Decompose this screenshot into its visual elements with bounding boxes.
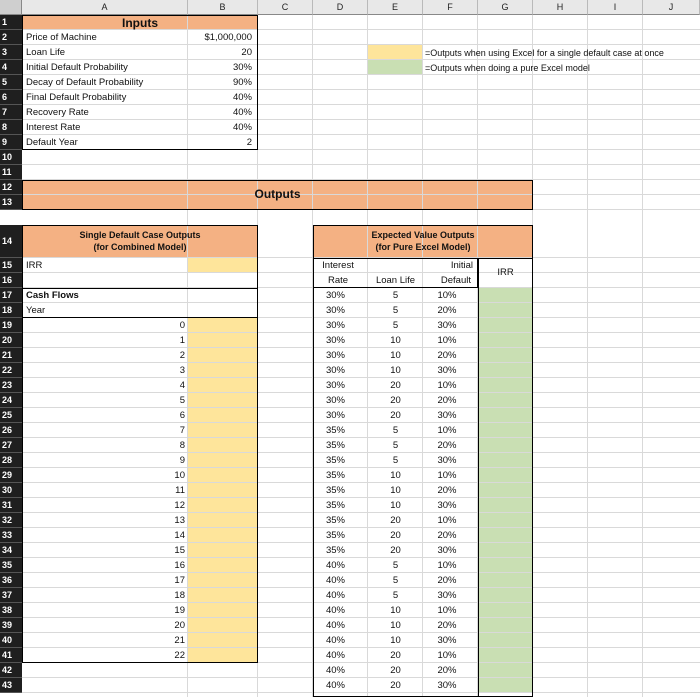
row-header-28[interactable]: 28 — [0, 453, 22, 468]
row-header-30[interactable]: 30 — [0, 483, 22, 498]
column-header-g[interactable]: G — [478, 0, 533, 15]
table-initial-default: 30% — [437, 319, 457, 331]
table-initial-default: 20% — [437, 574, 457, 586]
grid-vline — [642, 15, 643, 697]
table-initial-default: 20% — [437, 349, 457, 361]
row-header-7[interactable]: 7 — [0, 105, 22, 120]
column-header-a[interactable]: A — [22, 0, 188, 15]
table-interest-rate: 35% — [325, 544, 345, 556]
legend-yellow-text: =Outputs when using Excel for a single default case at once — [425, 47, 664, 58]
column-header-b[interactable]: B — [188, 0, 258, 15]
input-value[interactable]: 40% — [232, 121, 252, 133]
table-loan-life: 10 — [390, 619, 401, 631]
row-header-17[interactable]: 17 — [0, 288, 22, 303]
col-header-irr: IRR — [497, 267, 514, 278]
table-loan-life: 10 — [390, 634, 401, 646]
year-cell: 18 — [174, 589, 185, 601]
table-initial-default: 10% — [437, 334, 457, 346]
column-header-e[interactable]: E — [368, 0, 423, 15]
table-loan-life: 20 — [390, 649, 401, 661]
table-interest-rate: 40% — [325, 559, 345, 571]
input-value[interactable]: 2 — [246, 136, 252, 148]
table-loan-life: 20 — [390, 544, 401, 556]
year-cell: 3 — [179, 364, 185, 376]
row-header-6[interactable]: 6 — [0, 90, 22, 105]
table-loan-life: 20 — [390, 514, 401, 526]
table-interest-rate: 35% — [325, 499, 345, 511]
table-loan-life: 20 — [390, 394, 401, 406]
year-cell: 12 — [174, 499, 185, 511]
table-initial-default: 30% — [437, 589, 457, 601]
grid-vline — [257, 15, 258, 697]
year-cell: 22 — [174, 649, 185, 661]
table-loan-life: 5 — [392, 319, 399, 331]
row-header-33[interactable]: 33 — [0, 528, 22, 543]
legend-green-swatch — [368, 60, 423, 75]
input-label: Final Default Probability — [26, 91, 127, 103]
year-cell: 9 — [179, 454, 185, 466]
row-header-14[interactable]: 14 — [0, 225, 22, 258]
year-cell: 17 — [174, 574, 185, 586]
year-cell: 13 — [174, 514, 185, 526]
row-header-18[interactable]: 18 — [0, 303, 22, 318]
table-loan-life: 10 — [390, 484, 401, 496]
row-header-9[interactable]: 9 — [0, 135, 22, 150]
table-initial-default: 10% — [437, 289, 457, 301]
year-cell: 1 — [179, 334, 185, 346]
row-header-3[interactable]: 3 — [0, 45, 22, 60]
year-cell: 4 — [179, 379, 185, 391]
table-initial-default: 30% — [437, 544, 457, 556]
table-interest-rate: 35% — [325, 529, 345, 541]
col-header-initial-default-1: Initial — [450, 259, 473, 271]
table-interest-rate: 40% — [325, 649, 345, 661]
year-cell: 6 — [179, 409, 185, 421]
year-label: Year — [26, 304, 46, 316]
grid-hline — [22, 677, 700, 678]
grid-hline — [22, 692, 700, 693]
input-label: Loan Life — [26, 46, 66, 58]
year-cell: 21 — [174, 634, 185, 646]
row-header-15[interactable]: 15 — [0, 258, 22, 273]
table-interest-rate: 30% — [325, 394, 345, 406]
table-interest-rate: 35% — [325, 514, 345, 526]
table-initial-default: 20% — [437, 304, 457, 316]
grid-hline — [22, 179, 700, 180]
year-cell: 14 — [174, 529, 185, 541]
table-loan-life: 20 — [390, 529, 401, 541]
column-header-h[interactable]: H — [533, 0, 588, 15]
grid-vline — [477, 15, 478, 697]
table-interest-rate: 30% — [325, 319, 345, 331]
table-loan-life: 5 — [392, 574, 399, 586]
row-header-31[interactable]: 31 — [0, 498, 22, 513]
row-header-38[interactable]: 38 — [0, 603, 22, 618]
row-header-34[interactable]: 34 — [0, 543, 22, 558]
row-header-42[interactable]: 42 — [0, 663, 22, 678]
column-header-j[interactable]: J — [643, 0, 700, 15]
table-initial-default: 30% — [437, 679, 457, 691]
table-interest-rate: 30% — [325, 409, 345, 421]
cash-flows-label: Cash Flows — [26, 289, 79, 301]
grid-vline — [587, 15, 588, 697]
column-header-i[interactable]: I — [588, 0, 643, 15]
row-header-35[interactable]: 35 — [0, 558, 22, 573]
table-interest-rate: 35% — [325, 469, 345, 481]
input-value[interactable]: $1,000,000 — [204, 31, 252, 43]
grid-vline — [532, 15, 533, 697]
input-label: Price of Machine — [26, 31, 97, 43]
input-label: Initial Default Probability — [26, 61, 128, 73]
table-initial-default: 10% — [437, 469, 457, 481]
row-header-36[interactable]: 36 — [0, 573, 22, 588]
table-interest-rate: 40% — [325, 664, 345, 676]
table-loan-life: 10 — [390, 349, 401, 361]
table-initial-default: 10% — [437, 514, 457, 526]
cash-flow-output-cells[interactable] — [188, 318, 258, 663]
table-interest-rate: 40% — [325, 589, 345, 601]
row-header-11[interactable]: 11 — [0, 165, 22, 180]
table-initial-default: 30% — [437, 454, 457, 466]
table-loan-life: 10 — [390, 364, 401, 376]
year-cell: 11 — [175, 484, 185, 496]
row-header-37[interactable]: 37 — [0, 588, 22, 603]
input-label: Recovery Rate — [26, 106, 89, 118]
table-loan-life: 5 — [392, 454, 399, 466]
table-interest-rate: 35% — [325, 454, 345, 466]
table-interest-rate: 30% — [325, 364, 345, 376]
col-header-initial-default-2: Default — [440, 274, 471, 286]
table-interest-rate: 40% — [325, 679, 345, 691]
table-initial-default: 10% — [437, 379, 457, 391]
table-loan-life: 10 — [390, 604, 401, 616]
row-header-39[interactable]: 39 — [0, 618, 22, 633]
table-interest-rate: 30% — [325, 334, 345, 346]
expected-value-header-line1: Expected Value Outputs — [371, 230, 475, 240]
input-value[interactable]: 90% — [232, 76, 252, 88]
row-header-21[interactable]: 21 — [0, 348, 22, 363]
irr-output-cell[interactable] — [188, 258, 258, 273]
year-cell: 0 — [179, 319, 185, 331]
row-header-22[interactable]: 22 — [0, 363, 22, 378]
row-header-12[interactable]: 12 — [0, 180, 22, 195]
single-default-header-line2: (for Combined Model) — [93, 242, 187, 252]
row-header-25[interactable]: 25 — [0, 408, 22, 423]
table-loan-life: 5 — [392, 289, 399, 301]
row-header-23[interactable]: 23 — [0, 378, 22, 393]
row-header-40[interactable]: 40 — [0, 633, 22, 648]
year-cell: 7 — [179, 424, 185, 436]
table-loan-life: 5 — [392, 439, 399, 451]
input-label: Interest Rate — [26, 121, 81, 133]
input-value[interactable]: 40% — [232, 91, 252, 103]
year-cell: 15 — [174, 544, 185, 556]
inputs-title: Inputs — [122, 15, 158, 30]
table-initial-default: 10% — [437, 604, 457, 616]
input-value[interactable]: 30% — [232, 61, 252, 73]
year-cell: 19 — [174, 604, 185, 616]
year-cell: 16 — [174, 559, 185, 571]
row-header-1[interactable]: 1 — [0, 15, 22, 30]
year-cell: 5 — [179, 394, 185, 406]
col-header-interest-rate-2: Rate — [327, 274, 349, 286]
row-header-24[interactable]: 24 — [0, 393, 22, 408]
table-interest-rate: 40% — [325, 619, 345, 631]
table-initial-default: 10% — [437, 649, 457, 661]
outputs-title: Outputs — [254, 187, 301, 201]
row-header-4[interactable]: 4 — [0, 60, 22, 75]
table-loan-life: 20 — [390, 664, 401, 676]
expected-value-header-line2: (for Pure Excel Model) — [375, 242, 471, 252]
grid-hline — [22, 209, 700, 210]
table-initial-default: 30% — [437, 364, 457, 376]
table-loan-life: 10 — [390, 469, 401, 481]
column-header-f[interactable]: F — [423, 0, 478, 15]
row-header-32[interactable]: 32 — [0, 513, 22, 528]
table-loan-life: 20 — [390, 679, 401, 691]
row-header-43[interactable]: 43 — [0, 678, 22, 693]
table-loan-life: 5 — [392, 304, 399, 316]
row-header-13[interactable]: 13 — [0, 195, 22, 210]
row-header-16[interactable]: 16 — [0, 273, 22, 288]
row-header-41[interactable]: 41 — [0, 648, 22, 663]
legend-green-text: =Outputs when doing a pure Excel model — [425, 62, 590, 73]
input-value[interactable]: 20 — [241, 46, 252, 58]
table-initial-default: 20% — [437, 394, 457, 406]
table-initial-default: 30% — [437, 499, 457, 511]
table-loan-life: 20 — [390, 409, 401, 421]
column-header-c[interactable]: C — [258, 0, 313, 15]
table-interest-rate: 35% — [325, 439, 345, 451]
year-cell: 10 — [174, 469, 185, 481]
single-default-header-line1: Single Default Case Outputs — [79, 230, 201, 240]
table-initial-default: 20% — [437, 619, 457, 631]
table-interest-rate: 30% — [325, 304, 345, 316]
row-header-10[interactable]: 10 — [0, 150, 22, 165]
table-interest-rate: 40% — [325, 634, 345, 646]
table-initial-default: 10% — [437, 559, 457, 571]
table-interest-rate: 35% — [325, 484, 345, 496]
column-header-d[interactable]: D — [313, 0, 368, 15]
grid-hline — [22, 164, 700, 165]
table-loan-life: 5 — [392, 589, 399, 601]
legend-yellow-swatch — [368, 45, 423, 60]
table-loan-life: 5 — [392, 424, 399, 436]
input-label: Decay of Default Probability — [26, 76, 144, 88]
table-initial-default: 30% — [437, 409, 457, 421]
table-loan-life: 5 — [392, 559, 399, 571]
table-loan-life: 20 — [390, 379, 401, 391]
table-loan-life: 10 — [390, 499, 401, 511]
row-header-5[interactable]: 5 — [0, 75, 22, 90]
table-initial-default: 30% — [437, 634, 457, 646]
input-value[interactable]: 40% — [232, 106, 252, 118]
col-header-loan-life: Loan Life — [375, 274, 416, 286]
row-header-2[interactable]: 2 — [0, 30, 22, 45]
row-header-20[interactable]: 20 — [0, 333, 22, 348]
table-interest-rate: 35% — [325, 424, 345, 436]
table-initial-default: 20% — [437, 664, 457, 676]
row-header-26[interactable]: 26 — [0, 423, 22, 438]
table-interest-rate: 30% — [325, 349, 345, 361]
table-interest-rate: 30% — [325, 379, 345, 391]
col-header-interest-rate-1: Interest — [322, 259, 354, 271]
year-cell: 20 — [174, 619, 185, 631]
table-loan-life: 10 — [390, 334, 401, 346]
year-cell: 8 — [179, 439, 185, 451]
irr-label: IRR — [26, 259, 43, 271]
table-initial-default: 20% — [437, 484, 457, 496]
table-initial-default: 20% — [437, 439, 457, 451]
table-interest-rate: 40% — [325, 574, 345, 586]
table-interest-rate: 30% — [325, 289, 345, 301]
row-header-27[interactable]: 27 — [0, 438, 22, 453]
input-label: Default Year — [26, 136, 78, 148]
select-all-corner[interactable] — [0, 0, 22, 15]
table-initial-default: 10% — [437, 424, 457, 436]
row-header-8[interactable]: 8 — [0, 120, 22, 135]
table-initial-default: 20% — [437, 529, 457, 541]
year-cell: 2 — [179, 349, 185, 361]
table-interest-rate: 40% — [325, 604, 345, 616]
row-header-29[interactable]: 29 — [0, 468, 22, 483]
row-header-19[interactable]: 19 — [0, 318, 22, 333]
